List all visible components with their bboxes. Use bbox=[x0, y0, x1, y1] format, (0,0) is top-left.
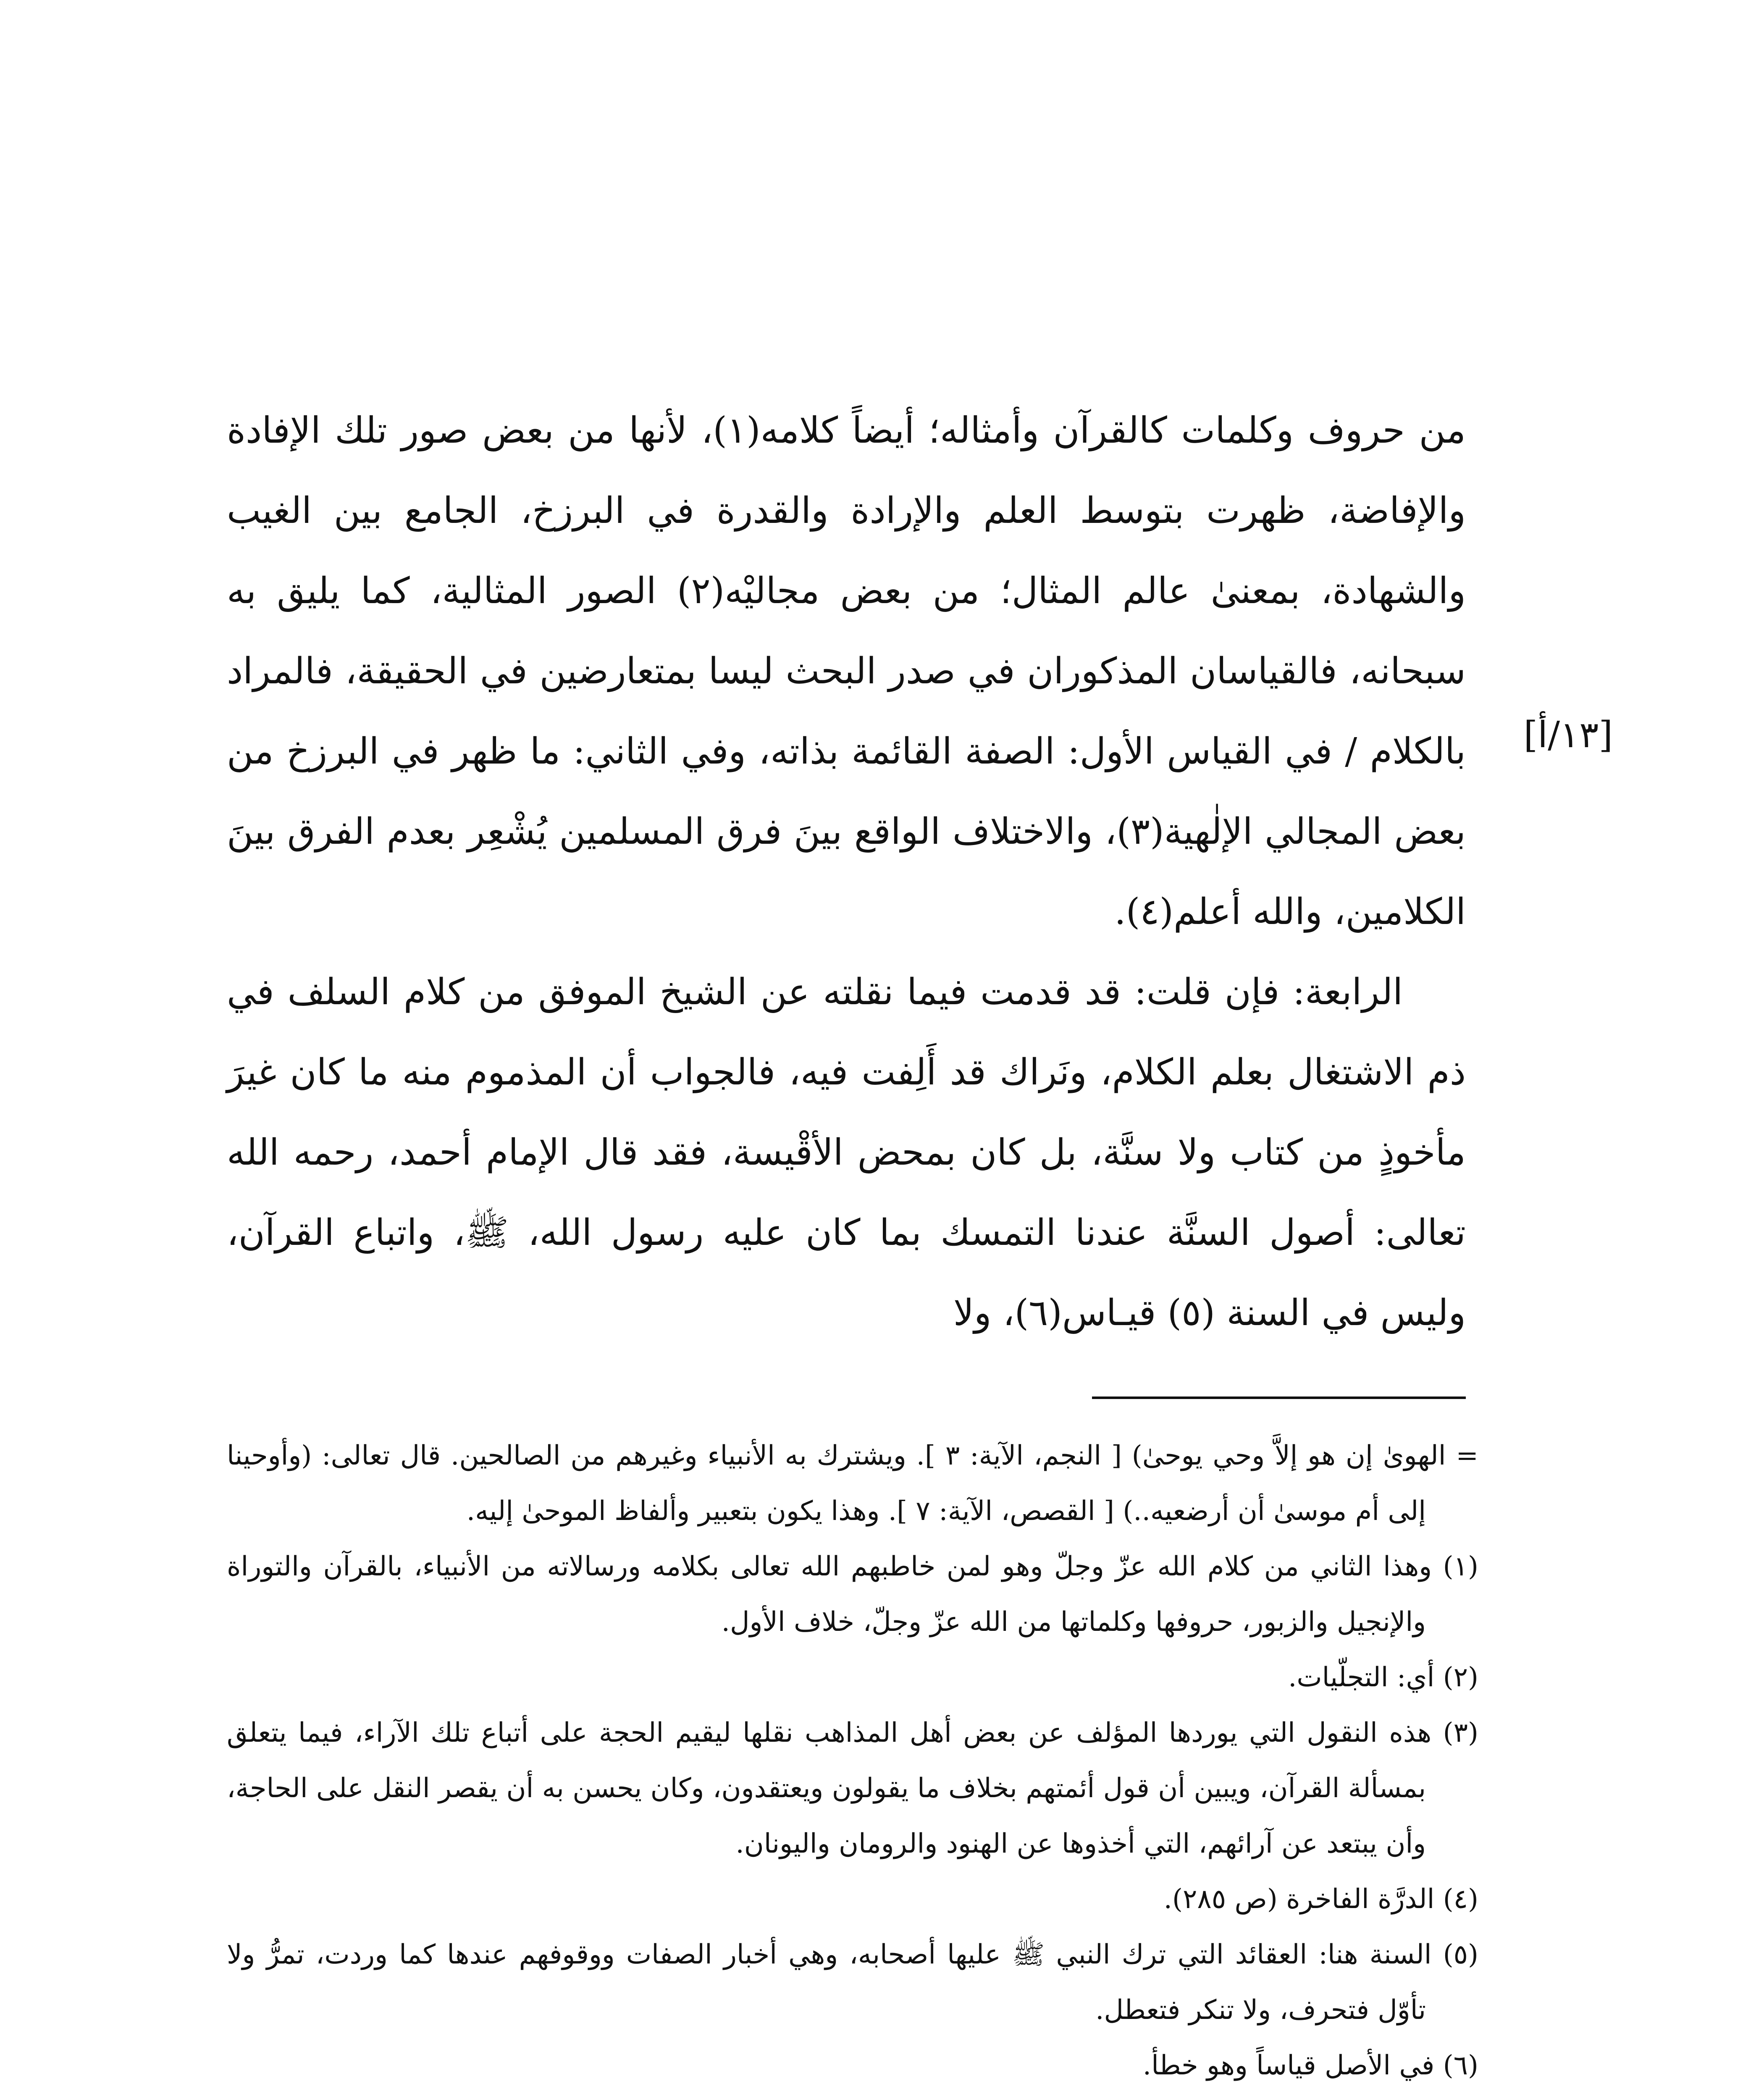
footnote-2: (٢) أي: التجلّيات. bbox=[1288, 1662, 1478, 1693]
footnote-6: (٦) في الأصل قياساً وهو خطأ. bbox=[1142, 2050, 1478, 2081]
main-paragraph-1: من حروف وكلمات كالقرآن وأمثاله؛ أيضاً كلامه(١)، لأنها من بعض صور تلك الإفادة والإفاضة، ظهرت بتوسط العلم والإرادة والقدرة في البرزخ، الجامع بين الغيب والشهادة، بمعنىٰ عالم المثال؛ من بعض مجاليْه(٢) الصور المثالية، كما يليق به سبحانه، فالقياسان المذكوران في صدر البحث ليسا بمتعارضين في الحقيقة، فالمراد بالكلام / في القياس الأول: الصفة القائمة بذاته، وفي الثاني: ما ظهر في البرزخ من بعض المجالي الإلٰهية(٣)، والاختلاف الواقع بينَ فرق المسلمين يُشْعِر بعدم الفرق بينَ الكلامين، والله أعلم(٤). bbox=[227, 410, 1466, 933]
footnote-5: (٥) السنة هنا: العقائد التي ترك النبي ﷺ عليها أصحابه، وهي أخبار الصفات ووقوفهم عندها كما وردت، تمرُّ ولا تأوّل فتحرف، ولا تنكر فتعطل. bbox=[227, 1939, 1478, 2026]
main-paragraph-2: الرابعة: فإن قلت: قد قدمت فيما نقلته عن الشيخ الموفق من كلام السلف في ذم الاشتغال بعلم الكلام، ونَراك قد أَلِفت فيه، فالجواب أن المذموم منه ما كان غيرَ مأخوذٍ من كتاب ولا سنَّة، بل كان بمحض الأقْيسة، فقد قال الإمام أحمد، رحمه الله تعالى: أصول السنَّة عندنا التمسك بما كان عليه رسول الله، ﷺ، واتباع القرآن، وليس في السنة (٥) قيـاس(٦)، ولا bbox=[227, 971, 1466, 1334]
footnote-4: (٤) الدرَّة الفاخرة (ص ٢٨٥). bbox=[1163, 1884, 1478, 1915]
footnote-3: (٣) هذه النقول التي يوردها المؤلف عن بعض أهل المذاهب نقلها ليقيم الحجة على أتباع تلك الآراء، فيما يتعلق بمسألة القرآن، ويبين أن قول أئمتهم بخلاف ما يقولون ويعتقدون، وكان يحسن به أن يقصر النقل على الحاجة، وأن يبتعد عن آرائهم، التي أخذوها عن الهنود والرومان واليونان. bbox=[227, 1717, 1478, 1859]
manuscript-folio-marker: [١٣/أ] bbox=[1523, 714, 1613, 756]
footnote-1: (١) وهذا الثاني من كلام الله عزّ وجلّ وهو لمن خاطبهم الله تعالى بكلامه ورسالاته من الأنبياء، بالقرآن والتوراة والإنجيل والزبور، حروفها وكلماتها من الله عزّ وجلّ، خلاف الأول. bbox=[227, 1551, 1478, 1638]
footnote-continuation: = الهوىٰ إن هو إلاَّ وحي يوحىٰ) [ النجم، الآية: ٣ ]. ويشترك به الأنبياء وغيرهم من الصالحين. قال تعالى: (وأوحينا إلى أم موسىٰ أن أرضعيه..) [ القصص، الآية: ٧ ]. وهذا يكون بتعبير وألفاظ الموحىٰ إليه. bbox=[227, 1440, 1478, 1527]
